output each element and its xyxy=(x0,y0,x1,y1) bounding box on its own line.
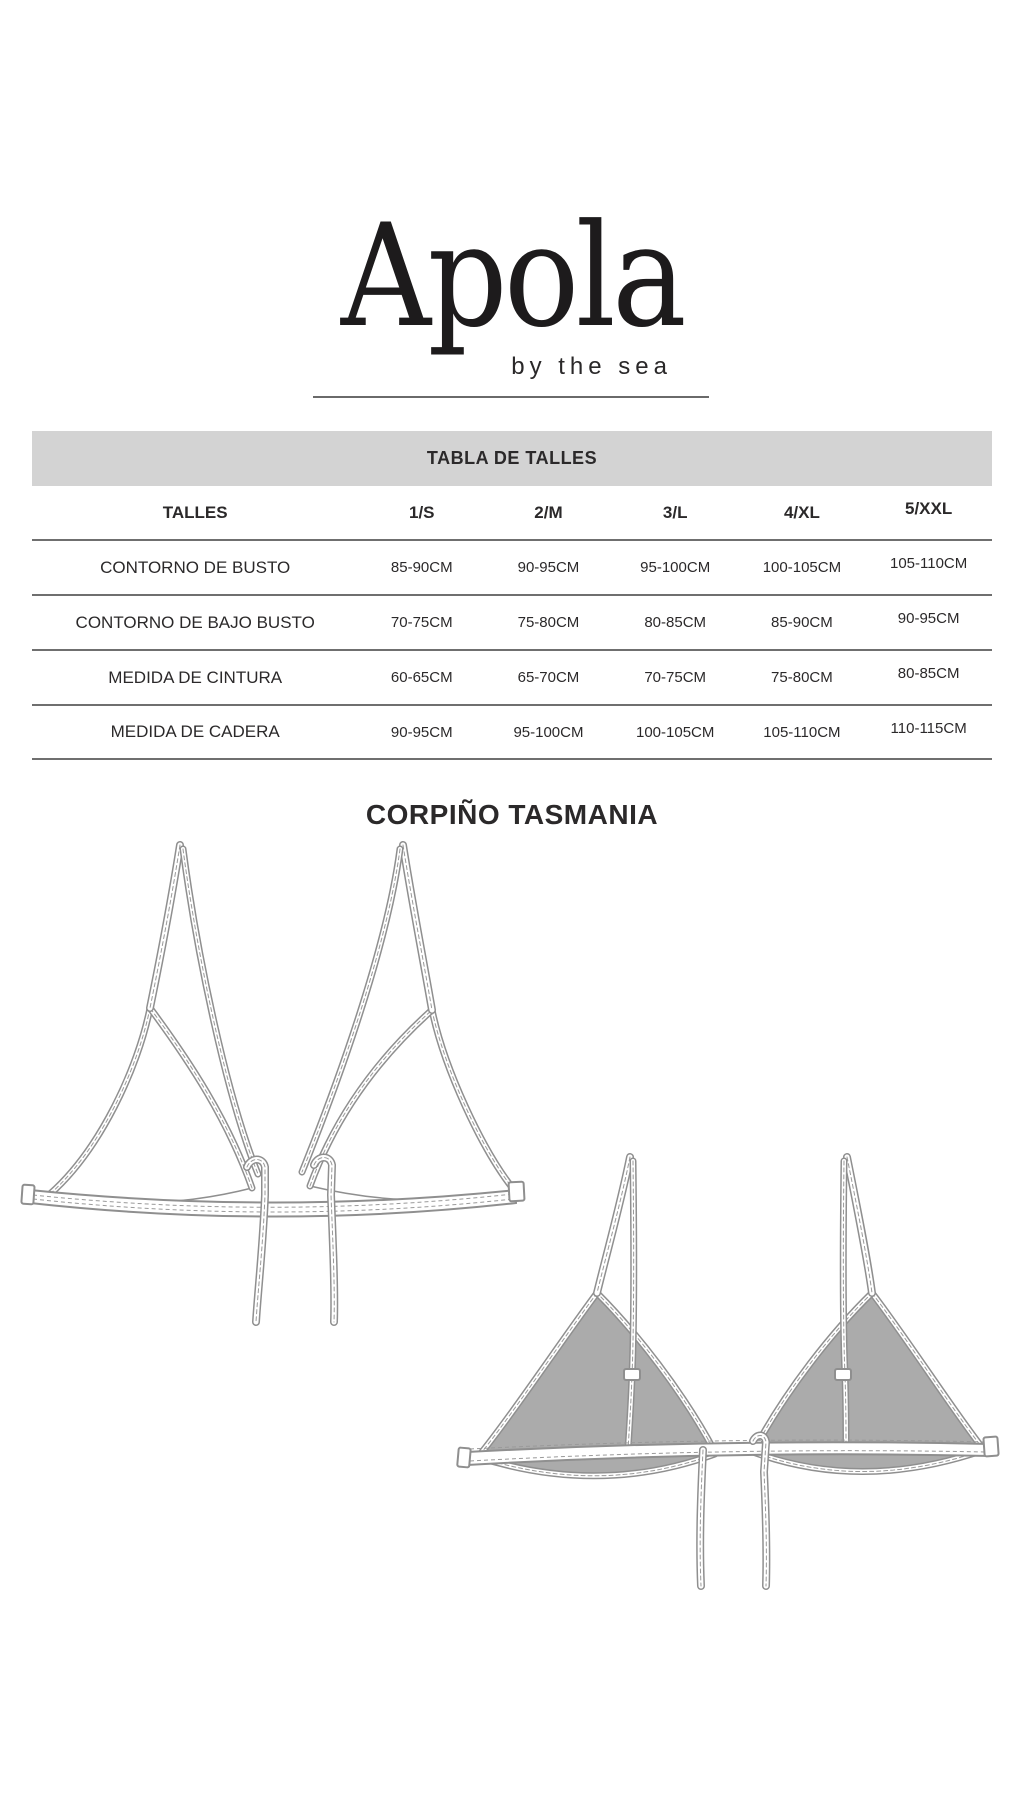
cell-value: 90-95CM xyxy=(390,723,453,741)
brand-logo: Apola xyxy=(340,194,684,359)
row-label: CONTORNO DE BAJO BUSTO xyxy=(75,612,315,632)
row-label: MEDIDA DE CADERA xyxy=(110,722,280,741)
column-header: 5/XXL xyxy=(905,498,953,518)
column-header: 4/XL xyxy=(783,502,820,522)
cell-value: 110-115CM xyxy=(890,719,967,737)
column-header: 2/M xyxy=(534,502,563,522)
cell-value: 90-95CM xyxy=(897,610,960,627)
cell-value: 95-100CM xyxy=(640,559,711,576)
cell-value: 105-110CM xyxy=(889,555,968,572)
brand-tagline: by the sea xyxy=(511,353,672,380)
cell-value: 70-75CM xyxy=(644,669,707,686)
strap-slider xyxy=(835,1369,851,1380)
cell-value: 95-100CM xyxy=(513,723,584,741)
cell-value: 105-110CM xyxy=(763,723,841,741)
cell-value: 85-90CM xyxy=(390,559,453,576)
cell-value: 90-95CM xyxy=(517,559,580,576)
row-label: CONTORNO DE BUSTO xyxy=(100,557,291,577)
column-header: TALLES xyxy=(162,502,228,522)
cell-value: 75-80CM xyxy=(771,669,833,686)
bikini-front-outline-sketch xyxy=(21,845,524,1322)
cell-value: 80-85CM xyxy=(644,614,707,631)
bikini-back-gray-sketch xyxy=(457,1157,999,1586)
cell-value: 100-105CM xyxy=(635,723,715,741)
cell-value: 80-85CM xyxy=(897,665,960,682)
cell-value: 100-105CM xyxy=(762,559,842,576)
cell-value: 70-75CM xyxy=(390,614,453,631)
strap-slider xyxy=(624,1369,640,1380)
cell-value: 65-70CM xyxy=(517,669,580,686)
product-title: CORPIÑO TASMANIA xyxy=(365,799,659,830)
size-table-title: TABLA DE TALLES xyxy=(426,448,598,468)
column-header: 3/L xyxy=(662,502,688,522)
cell-value: 85-90CM xyxy=(771,614,833,631)
column-header: 1/S xyxy=(408,502,435,522)
cell-value: 60-65CM xyxy=(390,669,453,686)
row-label: MEDIDA DE CINTURA xyxy=(108,667,283,687)
cell-value: 75-80CM xyxy=(517,614,580,631)
